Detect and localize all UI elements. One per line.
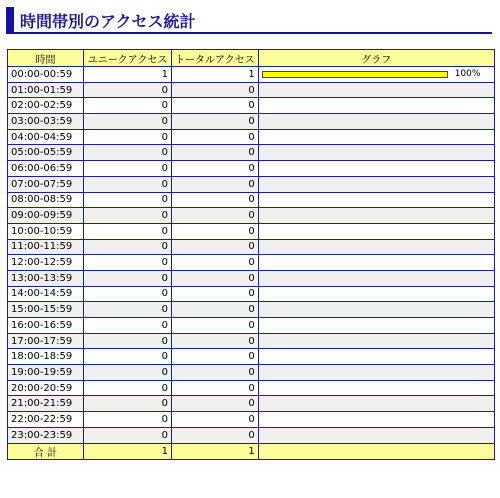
row-total: 0 — [172, 349, 259, 365]
row-time: 16:00-16:59 — [8, 318, 84, 334]
row-graph-cell — [258, 176, 494, 192]
row-unique: 0 — [84, 176, 172, 192]
row-time: 15:00-15:59 — [8, 302, 84, 318]
header-graph: グラフ — [258, 50, 494, 67]
row-total: 1 — [172, 67, 259, 83]
row-time: 08:00-08:59 — [8, 192, 84, 208]
row-total: 0 — [172, 318, 259, 334]
row-graph-cell — [258, 396, 494, 412]
row-graph-cell — [258, 255, 494, 271]
table-row — [8, 239, 495, 255]
row-time: 20:00-20:59 — [8, 380, 84, 396]
table-row — [8, 396, 495, 412]
row-unique: 0 — [84, 412, 172, 428]
hourly-access-table — [7, 49, 495, 460]
row-total: 0 — [172, 365, 259, 381]
row-graph-cell — [258, 114, 494, 130]
row-unique: 0 — [84, 223, 172, 239]
row-time: 02:00-02:59 — [8, 98, 84, 114]
row-total: 0 — [172, 129, 259, 145]
row-total: 0 — [172, 333, 259, 349]
total-graph-cell — [258, 443, 494, 459]
table-row — [8, 208, 495, 224]
row-unique: 0 — [84, 98, 172, 114]
row-unique: 0 — [84, 396, 172, 412]
bar-percent-label: 100% — [454, 69, 481, 80]
row-total: 0 — [172, 255, 259, 271]
row-total: 0 — [172, 396, 259, 412]
row-time: 21:00-21:59 — [8, 396, 84, 412]
row-time: 10:00-10:59 — [8, 223, 84, 239]
row-time: 18:00-18:59 — [8, 349, 84, 365]
row-unique: 0 — [84, 302, 172, 318]
row-graph-cell — [258, 145, 494, 161]
row-total: 0 — [172, 302, 259, 318]
row-total: 0 — [172, 192, 259, 208]
row-graph-cell — [258, 318, 494, 334]
row-graph-cell — [258, 161, 494, 177]
total-label: 合 計 — [8, 443, 84, 459]
row-total: 0 — [172, 114, 259, 130]
row-time: 22:00-22:59 — [8, 412, 84, 428]
total-unique: 1 — [84, 443, 172, 459]
row-unique: 0 — [84, 270, 172, 286]
table-row — [8, 67, 495, 83]
row-time: 13:00-13:59 — [8, 270, 84, 286]
row-unique: 0 — [84, 192, 172, 208]
table-row — [8, 161, 495, 177]
table-row — [8, 380, 495, 396]
row-graph-cell — [258, 427, 494, 443]
header-unique-access: ユニークアクセス — [84, 50, 172, 67]
row-time: 01:00-01:59 — [8, 82, 84, 98]
table-row — [8, 349, 495, 365]
table-row — [8, 365, 495, 381]
row-total: 0 — [172, 161, 259, 177]
row-unique: 0 — [84, 239, 172, 255]
header-total-access: トータルアクセス — [172, 50, 259, 67]
row-graph-cell — [258, 302, 494, 318]
row-unique: 0 — [84, 208, 172, 224]
title-underline — [6, 32, 492, 34]
table-row — [8, 427, 495, 443]
row-graph-cell — [258, 82, 494, 98]
row-unique: 0 — [84, 114, 172, 130]
row-total: 0 — [172, 82, 259, 98]
row-total: 0 — [172, 412, 259, 428]
row-time: 03:00-03:59 — [8, 114, 84, 130]
row-unique: 0 — [84, 286, 172, 302]
table-row — [8, 223, 495, 239]
row-time: 07:00-07:59 — [8, 176, 84, 192]
row-total: 0 — [172, 239, 259, 255]
row-graph-cell — [258, 239, 494, 255]
row-unique: 0 — [84, 145, 172, 161]
table-row — [8, 114, 495, 130]
row-unique: 0 — [84, 349, 172, 365]
row-graph-cell — [258, 365, 494, 381]
row-time: 19:00-19:59 — [8, 365, 84, 381]
table-row — [8, 129, 495, 145]
table-row — [8, 192, 495, 208]
table-row — [8, 333, 495, 349]
row-total: 0 — [172, 427, 259, 443]
row-unique: 0 — [84, 333, 172, 349]
row-graph-cell — [258, 192, 494, 208]
row-graph-cell — [258, 208, 494, 224]
row-time: 09:00-09:59 — [8, 208, 84, 224]
row-total: 0 — [172, 98, 259, 114]
row-unique: 0 — [84, 82, 172, 98]
bar-wrapper — [262, 67, 491, 82]
table-row — [8, 98, 495, 114]
row-total: 0 — [172, 145, 259, 161]
table-row — [8, 176, 495, 192]
row-graph-cell — [258, 412, 494, 428]
row-graph-cell — [258, 98, 494, 114]
row-time: 11:00-11:59 — [8, 239, 84, 255]
row-graph-cell — [258, 380, 494, 396]
row-total: 0 — [172, 176, 259, 192]
total-total: 1 — [172, 443, 259, 459]
row-graph-cell — [258, 349, 494, 365]
row-unique: 0 — [84, 129, 172, 145]
access-bar — [262, 71, 448, 78]
table-row — [8, 270, 495, 286]
row-time: 14:00-14:59 — [8, 286, 84, 302]
row-graph-cell — [258, 129, 494, 145]
table-row — [8, 145, 495, 161]
row-time: 04:00-04:59 — [8, 129, 84, 145]
row-time: 06:00-06:59 — [8, 161, 84, 177]
row-total: 0 — [172, 380, 259, 396]
row-total: 0 — [172, 286, 259, 302]
table-row — [8, 255, 495, 271]
table-row — [8, 302, 495, 318]
row-unique: 0 — [84, 161, 172, 177]
header-time: 時間 — [8, 50, 84, 67]
row-unique: 1 — [84, 67, 172, 83]
page-header — [6, 7, 492, 33]
row-total: 0 — [172, 208, 259, 224]
total-row — [8, 443, 495, 459]
row-unique: 0 — [84, 427, 172, 443]
row-graph-cell — [258, 286, 494, 302]
title-accent-bar — [6, 7, 14, 33]
row-time: 17:00-17:59 — [8, 333, 84, 349]
row-time: 05:00-05:59 — [8, 145, 84, 161]
table-header-row — [8, 50, 495, 67]
row-total: 0 — [172, 223, 259, 239]
row-unique: 0 — [84, 255, 172, 271]
row-total: 0 — [172, 270, 259, 286]
row-graph-cell — [258, 333, 494, 349]
row-time: 00:00-00:59 — [8, 67, 84, 83]
row-graph-cell — [258, 270, 494, 286]
table-row — [8, 82, 495, 98]
row-unique: 0 — [84, 365, 172, 381]
row-unique: 0 — [84, 380, 172, 396]
table-row — [8, 286, 495, 302]
row-time: 23:00-23:59 — [8, 427, 84, 443]
row-time: 12:00-12:59 — [8, 255, 84, 271]
table-row — [8, 318, 495, 334]
row-graph-cell — [258, 67, 494, 83]
row-unique: 0 — [84, 318, 172, 334]
table-row — [8, 412, 495, 428]
row-graph-cell — [258, 223, 494, 239]
page-title: 時間帯別のアクセス統計 — [20, 12, 196, 31]
